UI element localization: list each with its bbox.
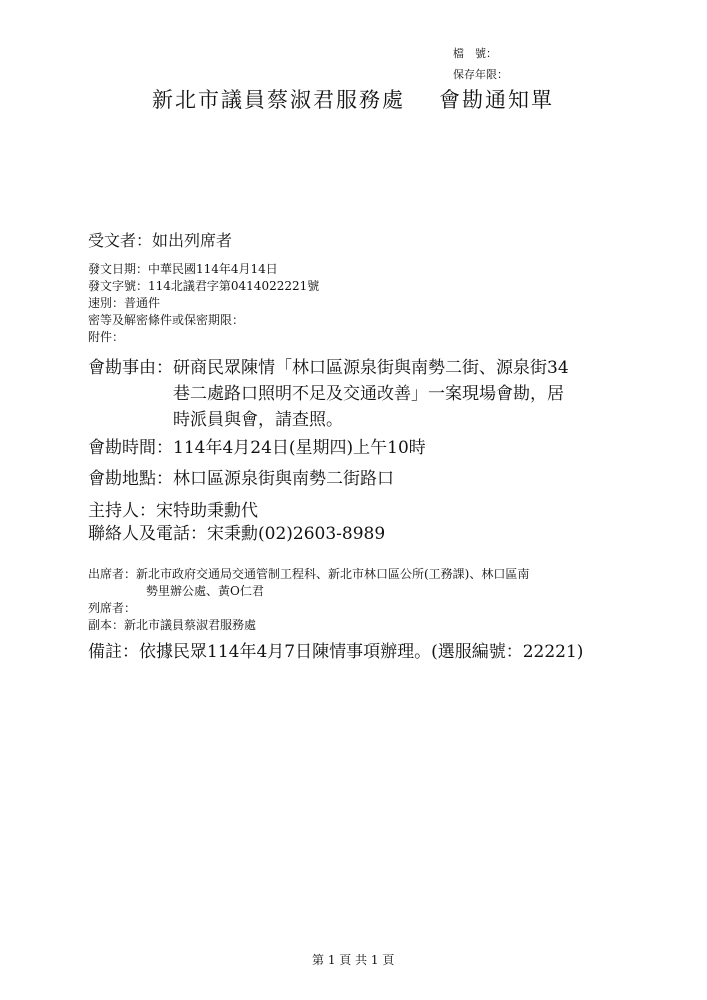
attendees-line1: 出席者：新北市政府交通局交通管制工程科、新北市林口區公所(工務課)、林口區南: [88, 567, 530, 581]
delivery-speed: 速別：普通件: [88, 296, 161, 310]
recipient-line: 受文者：如出列席者: [88, 231, 233, 250]
page-number: 第 1 頁 共 1 頁: [312, 953, 395, 967]
inspection-location: 會勘地點：林口區源泉街與南勢二街路口: [88, 469, 394, 489]
attachment: 附件：: [88, 330, 125, 344]
document-title: [152, 84, 554, 114]
inspection-subject-line3: 時派員與會，請查照。: [173, 410, 343, 430]
issue-date: 發文日期：中華民國114年4月14日: [88, 262, 278, 276]
contact-line: 聯絡人及電話：宋秉勳(02)2603-8989: [88, 524, 386, 544]
security-level: 密等及解密條件或保密期限：: [88, 313, 245, 327]
inspection-subject-line1: 會勘事由：研商民眾陳情「林口區源泉街與南勢二街、源泉街34: [88, 358, 569, 378]
inspection-subject-line2: 巷二處路口照明不足及交通改善」一案現場會勘，居: [173, 384, 564, 404]
organization-name: 新北市議員蔡淑君服務處: [152, 88, 405, 112]
document-number: 發文字號：114北議君字第0414022221號: [88, 279, 320, 293]
inspection-time: 會勘時間：114年4月24日(星期四)上午10時: [88, 438, 426, 458]
host-line: 主持人：宋特助秉勳代: [88, 501, 258, 521]
document-type: 會勘通知單: [439, 88, 554, 112]
remark-line: 備註：依據民眾114年4月7日陳情事項辦理。(選服編號：22221): [88, 642, 584, 662]
file-number-label: 檔 號：: [453, 47, 497, 60]
copy-recipient: 副本：新北市議員蔡淑君服務處: [88, 618, 257, 632]
attendees-line2: 勢里辦公處、黃O仁君: [146, 584, 264, 598]
observers-line: 列席者：: [88, 601, 137, 615]
meta-block: [88, 261, 319, 346]
retention-period-label: 保存年限：: [453, 68, 508, 81]
